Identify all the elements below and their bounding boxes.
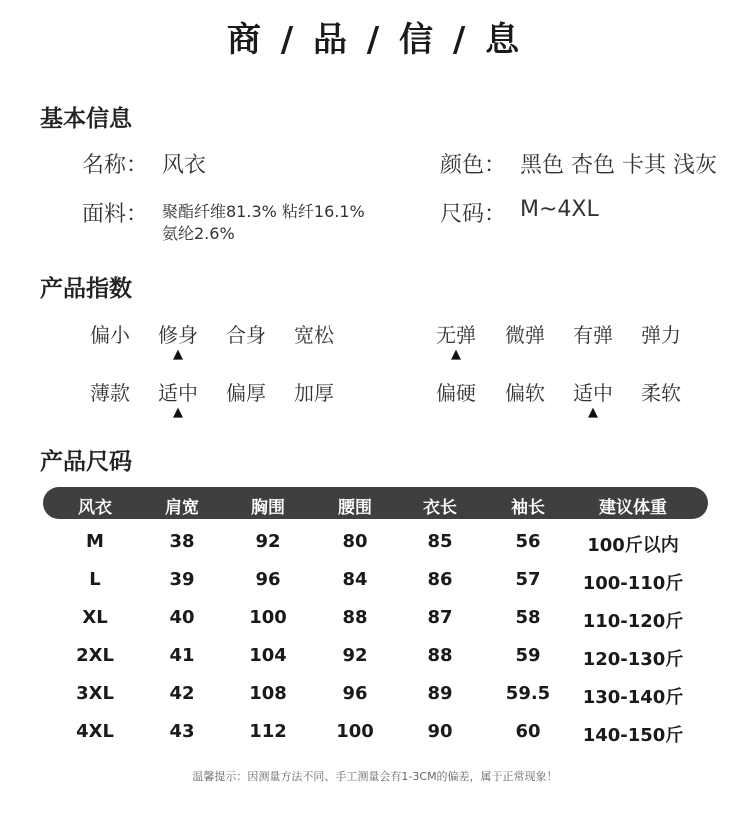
color-value: 黑色 杏色 卡其 浅灰 — [520, 153, 717, 178]
table-cell: 112 — [249, 721, 287, 742]
table-cell: 59 — [515, 645, 541, 666]
table-cell: 41 — [169, 645, 195, 666]
table-cell: 104 — [249, 645, 287, 666]
index-option-elastic: 无弹 — [436, 323, 476, 347]
table-cell: 39 — [169, 569, 195, 590]
size-value: M~4XL — [520, 197, 599, 222]
index-option-thickness: 适中 — [158, 381, 198, 405]
table-cell: 120-130斤 — [582, 649, 684, 670]
table-cell: 110-120斤 — [582, 611, 684, 632]
table-cell: 40 — [169, 607, 195, 628]
color-label: 颜色： — [440, 153, 507, 178]
table-header-cell: 腰围 — [338, 498, 372, 518]
table-header-cell: 肩宽 — [165, 498, 199, 518]
table-cell: 85 — [427, 531, 453, 552]
table-cell: 60 — [515, 721, 541, 742]
index-option-softness: 适中 — [573, 381, 613, 405]
index-option-thickness: 偏厚 — [226, 381, 266, 405]
table-cell: L — [89, 569, 101, 590]
basic-info-heading: 基本信息 — [40, 106, 132, 132]
index-option-softness: 柔软 — [641, 381, 681, 405]
index-selected-marker: ▲ — [588, 405, 598, 420]
fabric-label: 面料： — [82, 202, 149, 227]
table-cell: 4XL — [76, 721, 114, 742]
index-option-fit: 偏小 — [90, 323, 130, 347]
index-option-elastic: 微弹 — [505, 323, 545, 347]
table-cell: 108 — [249, 683, 287, 704]
index-option-fit: 修身 — [158, 323, 198, 347]
table-cell: 43 — [169, 721, 195, 742]
table-cell: 57 — [515, 569, 541, 590]
table-cell: 96 — [342, 683, 368, 704]
name-label: 名称： — [82, 153, 149, 178]
table-cell: 80 — [342, 531, 368, 552]
table-header-cell: 衣长 — [423, 498, 457, 518]
fabric-value-line1: 聚酯纤维81.3% 粘纤16.1% — [162, 202, 365, 221]
table-cell: 56 — [515, 531, 541, 552]
table-cell: 100斤以内 — [587, 535, 679, 556]
table-cell: 3XL — [76, 683, 114, 704]
index-option-softness: 偏硬 — [436, 381, 476, 405]
table-cell: 38 — [169, 531, 195, 552]
index-selected-marker: ▲ — [451, 347, 461, 362]
table-cell: XL — [82, 607, 108, 628]
table-cell: 58 — [515, 607, 541, 628]
table-cell: 86 — [427, 569, 453, 590]
fabric-value-line2: 氨纶2.6% — [162, 224, 235, 243]
index-option-elastic: 弹力 — [641, 323, 681, 347]
page-title: 商 / 品 / 信 / 息 — [226, 20, 524, 60]
table-cell: 96 — [255, 569, 281, 590]
measurement-note: 温馨提示：因测量方法不同、手工测量会有1-3CM的偏差，属于正常现象！ — [192, 770, 558, 783]
index-option-softness: 偏软 — [505, 381, 545, 405]
table-header-cell: 袖长 — [511, 498, 545, 518]
table-cell: 100 — [249, 607, 287, 628]
index-option-fit: 合身 — [226, 323, 266, 347]
index-selected-marker: ▲ — [173, 347, 183, 362]
product-index-heading: 产品指数 — [40, 276, 132, 302]
table-cell: 92 — [255, 531, 281, 552]
table-cell: 130-140斤 — [582, 687, 684, 708]
index-selected-marker: ▲ — [173, 405, 183, 420]
table-cell: 100 — [336, 721, 374, 742]
table-cell: 89 — [427, 683, 453, 704]
index-option-thickness: 加厚 — [294, 381, 334, 405]
table-cell: 88 — [427, 645, 453, 666]
size-chart-heading: 产品尺码 — [40, 449, 132, 475]
size-label: 尺码： — [440, 202, 507, 227]
table-cell: 92 — [342, 645, 368, 666]
table-cell: 2XL — [76, 645, 114, 666]
index-option-elastic: 有弹 — [573, 323, 613, 347]
table-header-cell: 建议体重 — [599, 498, 667, 518]
table-cell: 87 — [427, 607, 453, 628]
table-header-cell: 胸围 — [251, 498, 285, 518]
table-cell: 100-110斤 — [582, 573, 684, 594]
table-cell: 88 — [342, 607, 368, 628]
table-cell: M — [86, 531, 104, 552]
table-cell: 140-150斤 — [582, 725, 684, 746]
table-cell: 59.5 — [505, 683, 551, 704]
table-cell: 42 — [169, 683, 195, 704]
table-cell: 90 — [427, 721, 453, 742]
name-value: 风衣 — [162, 153, 207, 178]
table-header-cell: 风衣 — [78, 498, 112, 518]
index-option-thickness: 薄款 — [90, 381, 130, 405]
table-cell: 84 — [342, 569, 368, 590]
index-option-fit: 宽松 — [294, 323, 334, 347]
